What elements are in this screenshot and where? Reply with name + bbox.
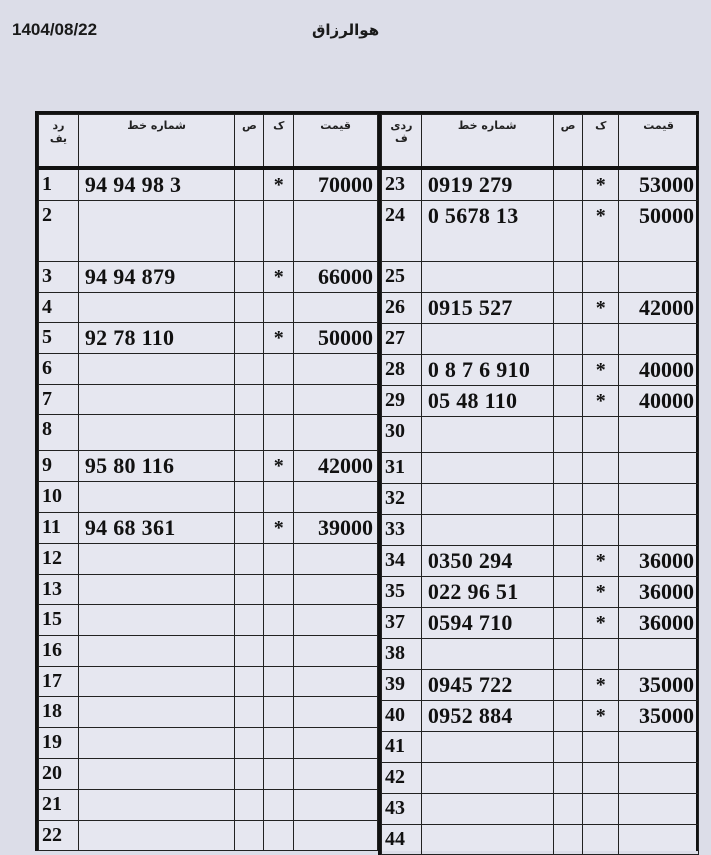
table-row [39, 667, 378, 697]
line-number-cell: 022 96 51 [421, 577, 553, 608]
price-cell [294, 385, 378, 415]
table-row [382, 355, 699, 386]
price-cell: 39000 [294, 513, 378, 544]
row-index-cell: 5 [39, 323, 79, 354]
line-number-cell: 0945 722 [421, 670, 553, 701]
sad-cell [553, 515, 583, 546]
kaf-mark-cell [264, 697, 294, 728]
kaf-mark-cell [583, 763, 619, 794]
line-number-cell [421, 794, 553, 825]
table-row [39, 728, 378, 759]
sad-cell [553, 794, 583, 825]
row-index-cell: 34 [382, 546, 422, 577]
kaf-mark-cell [264, 667, 294, 697]
row-index-cell: 38 [382, 639, 422, 670]
sad-cell [235, 821, 264, 851]
table-row [39, 168, 378, 201]
line-number-cell [78, 821, 235, 851]
sad-cell [553, 453, 583, 484]
table-row [39, 821, 378, 851]
row-index-cell: 32 [382, 484, 422, 515]
sad-cell [235, 728, 264, 759]
sad-cell [235, 415, 264, 451]
line-number-cell [421, 324, 553, 355]
left-header-row [39, 115, 378, 169]
kaf-mark-cell [583, 732, 619, 763]
row-index-cell: 41 [382, 732, 422, 763]
row-index-cell: 12 [39, 544, 79, 575]
sad-cell [553, 386, 583, 417]
sad-cell [235, 293, 264, 323]
sad-cell [553, 168, 583, 201]
price-cell [294, 790, 378, 821]
line-number-cell [78, 575, 235, 605]
sad-cell [553, 763, 583, 794]
table-row [382, 639, 699, 670]
price-cell [619, 794, 699, 825]
line-number-cell [421, 639, 553, 670]
line-number-cell [78, 482, 235, 513]
price-cell: 50000 [619, 201, 699, 262]
kaf-mark-cell: * [583, 670, 619, 701]
line-number-cell: 94 94 98 3 [78, 168, 235, 201]
sad-cell [235, 697, 264, 728]
row-index-cell: 15 [39, 605, 79, 636]
table-row [39, 544, 378, 575]
kaf-mark-cell: * [583, 168, 619, 201]
row-index-cell: 31 [382, 453, 422, 484]
kaf-mark-cell [264, 636, 294, 667]
row-index-cell: 10 [39, 482, 79, 513]
kaf-mark-cell [583, 825, 619, 855]
sad-cell [553, 732, 583, 763]
price-cell [294, 697, 378, 728]
table-row [382, 825, 699, 855]
row-index-cell: 23 [382, 168, 422, 201]
header-kaf: ک [264, 115, 294, 169]
kaf-mark-cell: * [264, 451, 294, 482]
sad-cell [235, 354, 264, 385]
price-cell: 36000 [619, 608, 699, 639]
sad-cell [235, 790, 264, 821]
row-index-cell: 33 [382, 515, 422, 546]
price-cell [294, 201, 378, 262]
table-row [382, 417, 699, 453]
kaf-mark-cell [264, 728, 294, 759]
row-index-cell: 40 [382, 701, 422, 732]
kaf-mark-cell: * [264, 323, 294, 354]
kaf-mark-cell [583, 417, 619, 453]
row-index-cell: 28 [382, 355, 422, 386]
price-cell [619, 262, 699, 293]
table-row [39, 482, 378, 513]
document-date: 1404/08/22 [12, 20, 98, 39]
kaf-mark-cell [264, 790, 294, 821]
table-row [382, 794, 699, 825]
price-cell [619, 639, 699, 670]
kaf-mark-cell: * [583, 608, 619, 639]
kaf-mark-cell [583, 262, 619, 293]
table-row [382, 484, 699, 515]
sad-cell [235, 168, 264, 201]
sad-cell [235, 513, 264, 544]
sad-cell [553, 417, 583, 453]
price-cell [619, 453, 699, 484]
line-number-cell [78, 728, 235, 759]
kaf-mark-cell [583, 453, 619, 484]
header-row-index: ردی ف [382, 115, 422, 169]
line-number-cell [78, 605, 235, 636]
table-row [382, 701, 699, 732]
sad-cell [553, 825, 583, 855]
price-cell [619, 324, 699, 355]
table-row [382, 670, 699, 701]
row-index-cell: 9 [39, 451, 79, 482]
kaf-mark-cell [264, 201, 294, 262]
sad-cell [235, 482, 264, 513]
row-index-cell: 2 [39, 201, 79, 262]
row-index-cell: 22 [39, 821, 79, 851]
line-number-cell: 94 68 361 [78, 513, 235, 544]
row-index-cell: 17 [39, 667, 79, 697]
header-price: قیمت [619, 115, 699, 169]
header-sad: ص [553, 115, 583, 169]
row-index-cell: 26 [382, 293, 422, 324]
table-row [382, 262, 699, 293]
sad-cell [235, 759, 264, 790]
line-number-cell [421, 262, 553, 293]
table-row [39, 790, 378, 821]
line-number-cell [78, 201, 235, 262]
price-cell: 35000 [619, 670, 699, 701]
row-index-cell: 21 [39, 790, 79, 821]
line-number-cell: 05 48 110 [421, 386, 553, 417]
price-cell [294, 821, 378, 851]
line-number-cell [421, 732, 553, 763]
left-table-half [38, 114, 378, 851]
table-row [39, 293, 378, 323]
price-cell: 66000 [294, 262, 378, 293]
table-row [39, 323, 378, 354]
table-row [382, 386, 699, 417]
line-number-cell: 0350 294 [421, 546, 553, 577]
table-row [382, 168, 699, 201]
price-cell: 40000 [619, 355, 699, 386]
table-row [382, 577, 699, 608]
line-number-cell [78, 354, 235, 385]
price-cell [294, 636, 378, 667]
table-row [382, 201, 699, 262]
kaf-mark-cell: * [264, 262, 294, 293]
price-cell [294, 482, 378, 513]
header-line-number: شماره خط [78, 115, 235, 169]
kaf-mark-cell: * [583, 201, 619, 262]
kaf-mark-cell [264, 821, 294, 851]
price-cell [294, 293, 378, 323]
price-cell: 42000 [619, 293, 699, 324]
price-cell: 42000 [294, 451, 378, 482]
line-number-cell [421, 453, 553, 484]
line-number-cell [78, 385, 235, 415]
kaf-mark-cell [264, 293, 294, 323]
header-price: قیمت [294, 115, 378, 169]
price-cell: 53000 [619, 168, 699, 201]
line-number-cell [421, 763, 553, 794]
sad-cell [553, 293, 583, 324]
kaf-mark-cell: * [264, 513, 294, 544]
right-table-half [378, 114, 699, 855]
header-kaf: ک [583, 115, 619, 169]
price-cell: 50000 [294, 323, 378, 354]
table-row [39, 201, 378, 262]
kaf-mark-cell [264, 415, 294, 451]
row-index-cell: 4 [39, 293, 79, 323]
price-cell [294, 354, 378, 385]
row-index-cell: 1 [39, 168, 79, 201]
sad-cell [553, 577, 583, 608]
line-number-cell: 95 80 116 [78, 451, 235, 482]
price-cell [294, 575, 378, 605]
table-row [39, 605, 378, 636]
document-title: هوالرزاق [312, 21, 380, 39]
line-number-cell [421, 515, 553, 546]
line-number-cell: 0 5678 13 [421, 201, 553, 262]
kaf-mark-cell [264, 605, 294, 636]
sad-cell [235, 575, 264, 605]
sad-cell [235, 636, 264, 667]
kaf-mark-cell [264, 354, 294, 385]
line-number-cell: 92 78 110 [78, 323, 235, 354]
kaf-mark-cell [264, 482, 294, 513]
row-index-cell: 20 [39, 759, 79, 790]
sad-cell [553, 546, 583, 577]
sad-cell [553, 608, 583, 639]
sad-cell [553, 355, 583, 386]
sad-cell [553, 484, 583, 515]
row-index-cell: 16 [39, 636, 79, 667]
table-row [382, 324, 699, 355]
line-number-cell: 0915 527 [421, 293, 553, 324]
price-cell [619, 417, 699, 453]
row-index-cell: 43 [382, 794, 422, 825]
table-row [382, 293, 699, 324]
row-index-cell: 8 [39, 415, 79, 451]
header-row-index: رد یف [39, 115, 79, 169]
row-index-cell: 37 [382, 608, 422, 639]
sad-cell [235, 262, 264, 293]
row-index-cell: 39 [382, 670, 422, 701]
sad-cell [553, 262, 583, 293]
header-sad: ص [235, 115, 264, 169]
right-header-row [382, 115, 699, 169]
price-cell [619, 763, 699, 794]
table-row [382, 515, 699, 546]
line-number-cell [78, 415, 235, 451]
line-number-cell: 0919 279 [421, 168, 553, 201]
kaf-mark-cell [264, 575, 294, 605]
price-cell [294, 728, 378, 759]
price-cell [294, 605, 378, 636]
line-number-cell [421, 417, 553, 453]
line-number-cell [78, 293, 235, 323]
header-line-number: شماره خط [421, 115, 553, 169]
table-row [39, 415, 378, 451]
table-row [382, 763, 699, 794]
kaf-mark-cell [264, 759, 294, 790]
sad-cell [235, 385, 264, 415]
kaf-mark-cell [583, 639, 619, 670]
sad-cell [553, 639, 583, 670]
kaf-mark-cell [264, 385, 294, 415]
line-number-cell [421, 484, 553, 515]
kaf-mark-cell: * [264, 168, 294, 201]
price-cell [619, 484, 699, 515]
left-price-table [38, 114, 378, 851]
kaf-mark-cell: * [583, 577, 619, 608]
row-index-cell: 25 [382, 262, 422, 293]
row-index-cell: 11 [39, 513, 79, 544]
row-index-cell: 19 [39, 728, 79, 759]
sad-cell [235, 605, 264, 636]
price-cell: 40000 [619, 386, 699, 417]
row-index-cell: 24 [382, 201, 422, 262]
table-row [39, 636, 378, 667]
sad-cell [553, 324, 583, 355]
line-number-cell [78, 544, 235, 575]
right-price-table [381, 114, 699, 855]
line-number-cell [78, 759, 235, 790]
line-number-cell [78, 636, 235, 667]
price-cell [294, 759, 378, 790]
table-row [39, 385, 378, 415]
table-row [382, 546, 699, 577]
sad-cell [235, 451, 264, 482]
kaf-mark-cell: * [583, 293, 619, 324]
line-number-cell [421, 825, 553, 855]
kaf-mark-cell [583, 515, 619, 546]
price-cell: 36000 [619, 577, 699, 608]
kaf-mark-cell [583, 484, 619, 515]
sad-cell [235, 201, 264, 262]
line-number-cell: 0594 710 [421, 608, 553, 639]
table-row [382, 732, 699, 763]
sad-cell [235, 544, 264, 575]
price-cell: 70000 [294, 168, 378, 201]
table-row [382, 608, 699, 639]
kaf-mark-cell [583, 324, 619, 355]
kaf-mark-cell [583, 794, 619, 825]
kaf-mark-cell: * [583, 355, 619, 386]
table-row [39, 262, 378, 293]
price-cell [619, 825, 699, 855]
table-row [382, 453, 699, 484]
sad-cell [553, 701, 583, 732]
sad-cell [553, 201, 583, 262]
row-index-cell: 35 [382, 577, 422, 608]
sad-cell [235, 667, 264, 697]
price-cell [619, 515, 699, 546]
table-row [39, 697, 378, 728]
table-row [39, 513, 378, 544]
row-index-cell: 42 [382, 763, 422, 794]
row-index-cell: 3 [39, 262, 79, 293]
row-index-cell: 27 [382, 324, 422, 355]
table-row [39, 759, 378, 790]
line-number-cell: 0952 884 [421, 701, 553, 732]
price-list-sheet [35, 111, 699, 851]
kaf-mark-cell: * [583, 701, 619, 732]
row-index-cell: 13 [39, 575, 79, 605]
line-number-cell [78, 667, 235, 697]
line-number-cell [78, 790, 235, 821]
kaf-mark-cell: * [583, 386, 619, 417]
line-number-cell [78, 697, 235, 728]
price-cell [294, 667, 378, 697]
sad-cell [235, 323, 264, 354]
price-cell [619, 732, 699, 763]
price-cell: 36000 [619, 546, 699, 577]
row-index-cell: 7 [39, 385, 79, 415]
row-index-cell: 30 [382, 417, 422, 453]
price-cell [294, 415, 378, 451]
kaf-mark-cell: * [583, 546, 619, 577]
sad-cell [553, 670, 583, 701]
kaf-mark-cell [264, 544, 294, 575]
table-row [39, 354, 378, 385]
table-row [39, 451, 378, 482]
line-number-cell: 94 94 879 [78, 262, 235, 293]
price-cell: 35000 [619, 701, 699, 732]
price-cell [294, 544, 378, 575]
row-index-cell: 29 [382, 386, 422, 417]
table-row [39, 575, 378, 605]
row-index-cell: 6 [39, 354, 79, 385]
row-index-cell: 44 [382, 825, 422, 855]
line-number-cell: 0 8 7 6 910 [421, 355, 553, 386]
row-index-cell: 18 [39, 697, 79, 728]
